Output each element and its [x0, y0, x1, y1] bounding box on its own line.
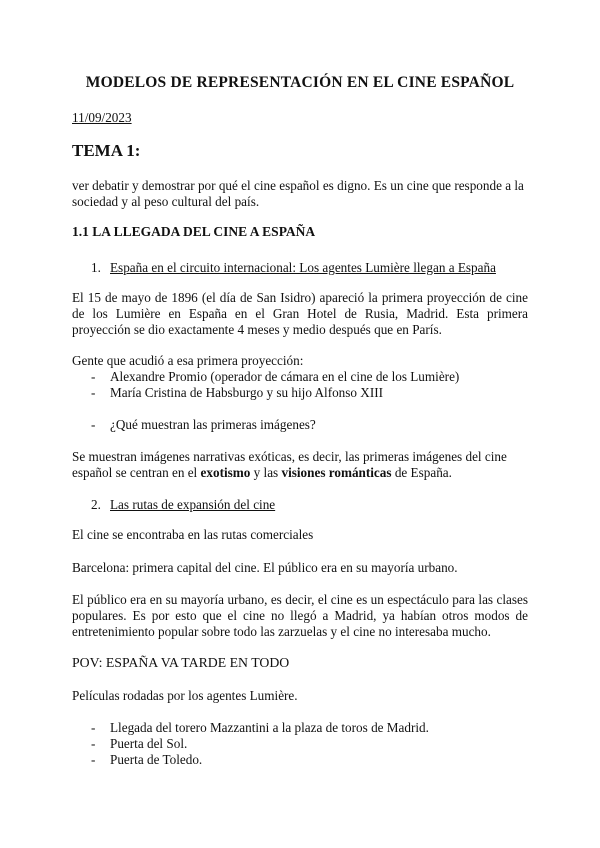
list-bullet: - — [91, 720, 96, 735]
subsection-1-number: 1. — [91, 260, 101, 275]
paragraph-barcelona: Barcelona: primera capital del cine. El público era en su mayoría urbano. — [72, 560, 458, 575]
list-bullet: - — [91, 752, 96, 767]
document-title: MODELOS DE REPRESENTACIÓN EN EL CINE ESPAÑOL — [85, 74, 515, 91]
subsection-1-title: España en el circuito internacional: Los agentes Lumière llegan a España — [110, 260, 496, 275]
intro-paragraph: ver debatir y demostrar por qué el cine español es digno. Es un cine que responde a la sociedad y al peso cultural del país. — [72, 178, 524, 209]
list-bullet: - — [91, 385, 96, 400]
list-item: Puerta de Toledo. — [110, 752, 203, 767]
paragraph-urban-audience: El público era en su mayoría urbano, es decir, el cine es un espectáculo para las clases populares. Es por esto que el cine no llegó a Madrid, ya habían otros modos de entretenimiento popular sobre todo las zarzuelas y el cine no interesaba mucho. — [72, 592, 528, 639]
pov-line: POV: ESPAÑA VA TARDE EN TODO — [72, 655, 290, 670]
text-segment: Se muestran imágenes narrativas exóticas, es decir, las primeras imágenes del cine español se centran en el — [72, 449, 507, 480]
text-segment: de España. — [391, 465, 452, 480]
list-item: María Cristina de Habsburgo y su hijo Alfonso XIII — [110, 385, 383, 400]
list-bullet: - — [91, 736, 96, 751]
question-item: ¿Qué muestran las primeras imágenes? — [110, 417, 316, 432]
bold-term-exotismo: exotismo — [200, 465, 251, 480]
films-intro: Películas rodadas por los agentes Lumière. — [72, 688, 298, 703]
tema-heading: TEMA 1: — [72, 141, 141, 160]
audience-intro: Gente que acudió a esa primera proyección: — [72, 353, 304, 368]
subsection-2-number: 2. — [91, 497, 101, 512]
section-heading: 1.1 LA LLEGADA DEL CINE A ESPAÑA — [72, 224, 316, 239]
text-segment: y las — [250, 465, 282, 480]
list-item: Puerta del Sol. — [110, 736, 188, 751]
list-item: Alexandre Promio (operador de cámara en el cine de los Lumière) — [110, 369, 460, 384]
list-bullet: - — [91, 369, 96, 384]
paragraph-first-projection: El 15 de mayo de 1896 (el día de San Isidro) apareció la primera proyección de cine de los Lumière en España en el Gran Hotel de Rusia, Madrid. Esta primera proyección se dio exactamente 4 meses y medio después que en París. — [72, 290, 528, 337]
list-bullet: - — [91, 417, 96, 432]
list-item: Llegada del torero Mazzantini a la plaza de toros de Madrid. — [110, 720, 429, 735]
paragraph-commercial-routes: El cine se encontraba en las rutas comerciales — [72, 527, 314, 542]
paragraph-first-images — [72, 449, 530, 481]
subsection-2-title: Las rutas de expansión del cine — [110, 497, 276, 512]
document-date: 11/09/2023 — [72, 110, 132, 125]
bold-term-visiones: visiones románticas — [281, 465, 392, 480]
